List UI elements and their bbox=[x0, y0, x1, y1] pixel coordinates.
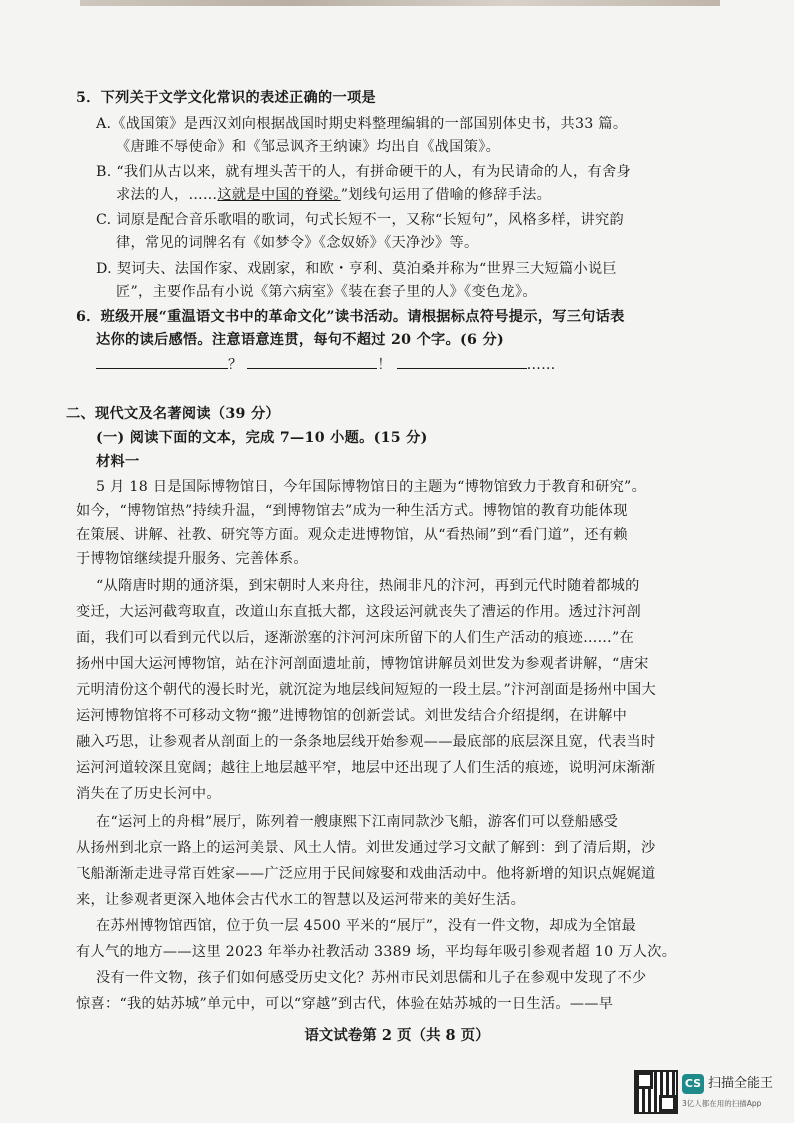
body-line: 消失在了历史长河中。 bbox=[76, 786, 221, 802]
section-subtitle: (一) 阅读下面的文本，完成 7—10 小题。(15 分) bbox=[96, 430, 428, 446]
body-line: 5 月 18 日是国际博物馆日，今年国际博物馆日的主题为“博物馆致力于教育和研究”。 bbox=[96, 479, 647, 495]
body-line: 惊喜：“我的姑苏城”单元中，可以“穿越”到古代，体验在姑苏城的一日生活。——早 bbox=[76, 996, 614, 1012]
q5-option-a-line2: 《唐雎不辱使命》和《邹忌讽齐王纳谏》均出自《战国策》。 bbox=[116, 139, 501, 155]
q5-option-d-line1: D. 契诃夫、法国作家、戏剧家，和欧・亨利、莫泊桑并称为“世界三大短篇小说巨 bbox=[96, 261, 617, 277]
answer-blank-1[interactable] bbox=[96, 354, 228, 369]
q5-option-c-line2: 律，常见的词牌名有《如梦令》《念奴娇》《天净沙》等。 bbox=[116, 235, 479, 251]
body-line: 从扬州到北京一路上的运河美景、风土人情。刘世发通过学习文献了解到：到了清后期，沙 bbox=[76, 840, 656, 856]
qr-code-icon bbox=[636, 1072, 676, 1112]
body-line: 融入巧思，让参观者从剖面上的一条条地层线开始参观——最底部的底层深且宽，代表当时 bbox=[76, 734, 656, 750]
body-line: 有人气的地方——这里 2023 年举办社教活动 3389 场，平均每年吸引参观者超 10 万人次。 bbox=[76, 944, 677, 960]
body-line: 在“运河上的舟楫”展厅，陈列着一艘康熙下江南同款沙飞船，游客们可以登船感受 bbox=[96, 814, 619, 830]
body-line: 来，让参观者更深入地体会古代水工的智慧以及运河带来的美好生活。 bbox=[76, 892, 526, 908]
q5-option-b-line2: 求法的人，……这就是中国的脊梁。”划线句运用了借喻的修辞手法。 bbox=[116, 187, 552, 203]
q5-option-d-line2: 匠”，主要作品有小说《第六病室》《装在套子里的人》《变色龙》。 bbox=[116, 284, 537, 300]
body-line: “从隋唐时期的通济渠，到宋朝时人来舟往，热闹非凡的汴河，再到元代时随着都城的 bbox=[96, 578, 640, 594]
body-line: 元明清份这个朝代的漫长时光，就沉淀为地层线间短短的一段土层。”汴河剖面是扬州中国大 bbox=[76, 682, 656, 698]
body-line: 在苏州博物馆西馆，位于负一层 4500 平米的“展厅”，没有一件文物，却成为全馆最 bbox=[96, 918, 637, 934]
section-title: 二、现代文及名著阅读（39 分） bbox=[66, 406, 280, 422]
scanner-tagline: 3亿人都在用的扫描App bbox=[682, 1099, 762, 1108]
body-line: 在策展、讲解、社教、研究等方面。观众走进博物馆，从“看热闹”到“看门道”，还有赖 bbox=[76, 527, 628, 543]
scanner-app-name: 扫描全能王 bbox=[708, 1076, 774, 1091]
q6-answer-blanks: ？ ！ …… bbox=[96, 354, 556, 375]
body-line: 运河河道较深且宽阔；越往上地层越平窄，地层中还出现了人们生活的痕迹，说明河床渐渐 bbox=[76, 760, 656, 776]
q5-option-b-line1: B. “我们从古以来，就有埋头苦干的人，有拼命硬干的人，有为民请命的人，有舍身 bbox=[96, 164, 631, 180]
body-line: 扬州中国大运河博物馆，站在汴河剖面遗址前，博物馆讲解员刘世发为参观者讲解，“唐宋 bbox=[76, 656, 649, 672]
q5-option-c-line1: C. 词原是配合音乐歌唱的歌词，句式长短不一，又称“长短句”，风格多样，讲究韵 bbox=[96, 212, 624, 228]
body-line: 于博物馆继续提升服务、完善体系。 bbox=[76, 551, 308, 567]
body-line: 如今，“博物馆热”持续升温，“到博物馆去”成为一种生活方式。博物馆的教育功能体现 bbox=[76, 503, 628, 519]
body-line: 变迁，大运河截弯取直，改道山东直抵大都，这段运河就丧失了漕运的作用。透过汴河剖 bbox=[76, 604, 642, 620]
body-line: 运河博物馆将不可移动文物“搬”进博物馆的创新尝试。刘世发结合介绍提纲，在讲解中 bbox=[76, 708, 628, 724]
body-line: 飞船渐渐走进寻常百姓家——广泛应用于民间嫁娶和戏曲活动中。他将新增的知识点娓娓道 bbox=[76, 866, 656, 882]
material-label: 材料一 bbox=[96, 454, 140, 470]
q5-option-a-line1: A.《战国策》是西汉刘向根据战国时期史料整理编辑的一部国别体史书，共33 篇。 bbox=[96, 116, 628, 132]
body-line: 没有一件文物，孩子们如何感受历史文化？苏州市民刘思儒和儿子在参观中发现了不少 bbox=[96, 970, 647, 986]
page-footer: 语文试卷第 2 页（共 8 页） bbox=[304, 1027, 490, 1044]
q6-stem-line2: 达你的读后感悟。注意语意连贯，每句不超过 20 个字。(6 分) bbox=[96, 332, 504, 348]
q6-stem-line1: 6．班级开展“重温语文书中的革命文化”读书活动。请根据标点符号提示，写三句话表 bbox=[76, 309, 625, 325]
q5-stem: 5．下列关于文学文化常识的表述正确的一项是 bbox=[76, 90, 376, 106]
underlined-sentence: 这就是中国的脊梁。 bbox=[217, 187, 341, 203]
body-line: 面，我们可以看到元代以后，逐渐淤塞的汴河河床所留下的人们生产活动的痕迹……”在 bbox=[76, 630, 635, 646]
answer-blank-3[interactable] bbox=[397, 354, 527, 369]
camscanner-logo-icon: CS bbox=[682, 1074, 704, 1094]
answer-blank-2[interactable] bbox=[247, 354, 377, 369]
